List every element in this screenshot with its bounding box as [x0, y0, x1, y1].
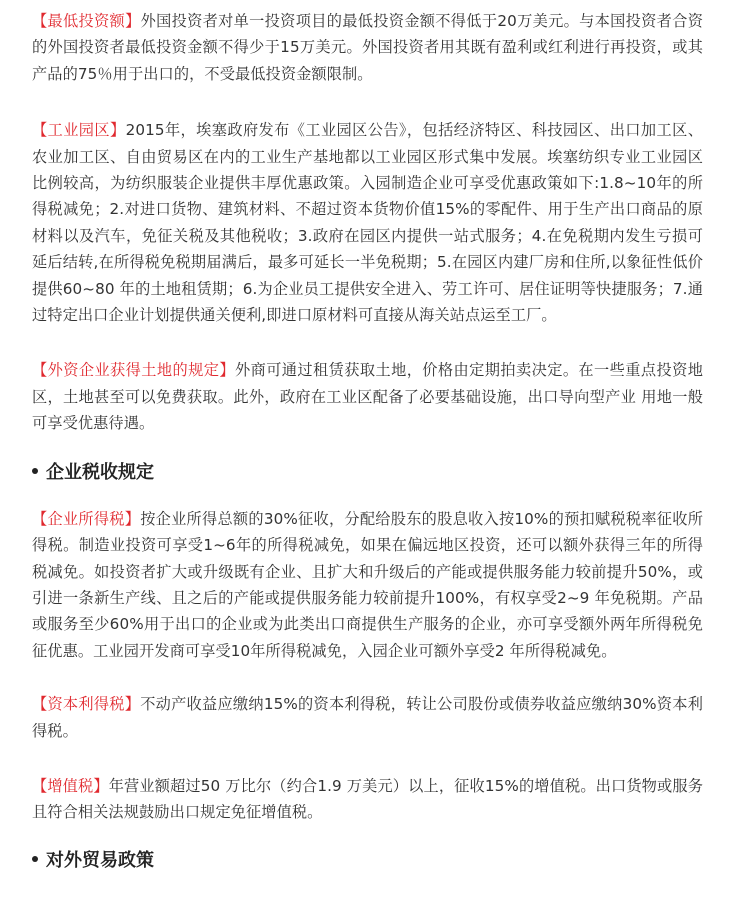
paragraph-land-acquisition — [32, 357, 703, 436]
paragraph-vat — [32, 773, 703, 826]
paragraph-text: 外商可通过租赁获取土地，价格由定期拍卖决定。在一些重点投资地区，土地甚至可以免费获取。此外，政府在工业区配备了必要基础设施，出口导向型产业 用地一般可享受优惠待遇。 — [32, 361, 704, 433]
paragraph-text: 不动产收益应缴纳15%的资本利得税，转让公司股份或债券收益应缴纳30%资本利得税。 — [32, 695, 703, 740]
tag-industrial-park: 【工业园区】 — [32, 121, 126, 140]
paragraph-corporate-income-tax — [32, 506, 703, 664]
tag-land-acquisition: 【外资企业获得土地的规定】 — [32, 361, 235, 380]
paragraph-text: 按企业所得总额的30%征收，分配给股东的股息收入按10%的预扣赋税税率征收所得税。制造业投资可享受1~6年的所得税减免，如果在偏远地区投资，还可以额外获得三年的所得税减免。如投资者扩大或升级既有企业、且扩大和升级后的产能或提供服务能力较前提升50%，或引进一条新生产线、且之后的产能或提供服务能力较前提升100%，有权享受2~9 年免税期。产品或服务至少60%用于出口的企业或为此类出口商提供生产服务的企业，亦可享受额外两年所得税免征优惠。工业园开发商可享受10年所得税减免，入园企业可额外享受2 年所得税减免。 — [32, 509, 703, 660]
tag-vat: 【增值税】 — [32, 776, 109, 795]
section-heading-text: 对外贸易政策 — [46, 849, 154, 871]
paragraph-text: 外国投资者对单一投资项目的最低投资金额不得低于20万美元。与本国投资者合资的外国投资者最低投资金额不得少于15万美元。外国投资者用其既有盈利或红利进行再投资，或其产品的75％用于出口的，不受最低投资金额限制。 — [32, 12, 703, 83]
tag-capital-gains-tax: 【资本利得税】 — [32, 695, 141, 714]
tag-minimum-investment: 【最低投资额】 — [32, 12, 141, 30]
paragraph-text: 年营业额超过50 万比尔（约合1.9 万美元）以上，征收15%的增值税。出口货物或服务且符合相关法规鼓励出口规定免征增值税。 — [32, 776, 703, 822]
section-heading-tax — [32, 460, 703, 486]
tag-corporate-income-tax: 【企业所得税】 — [32, 509, 141, 528]
bullet-icon — [32, 468, 38, 474]
paragraph-text: 2015年，埃塞政府发布《工业园区公告》，包括经济特区、科技园区、出口加工区、农业加工区、自由贸易区在内的工业生产基地都以工业园区形式集中发展。埃塞纺织专业工业园区比例较高，为纺织服装企业提供丰厚优惠政策。入园制造企业可享受优惠政策如下:1.8~10年的所得税减免；2.对进口货物、建筑材料、不超过资本货物价值15%的零配件、用于生产出口商品的原材料以及汽车，免征关税及其他税收；3.政府在园区内提供一站式服务；4.在免税期内发生亏损可延后结转,在所得税免税期届满后，最多可延长一半免税期；5.在园区内建厂房和住所,以象征性低价提供60~80 年的土地租赁期；6.为企业员工提供安全进入、劳工许可、居住证明等快捷服务；7.通过特定出口企业计划提供通关便利,即进口原材料可直接从海关站点运至工厂。 — [32, 121, 703, 325]
section-heading-text: 企业税收规定 — [46, 461, 154, 483]
paragraph-minimum-investment — [32, 8, 703, 87]
paragraph-industrial-park — [32, 117, 703, 328]
section-heading-trade-policy — [32, 848, 703, 874]
paragraph-capital-gains-tax — [32, 691, 703, 744]
bullet-icon — [32, 856, 38, 862]
